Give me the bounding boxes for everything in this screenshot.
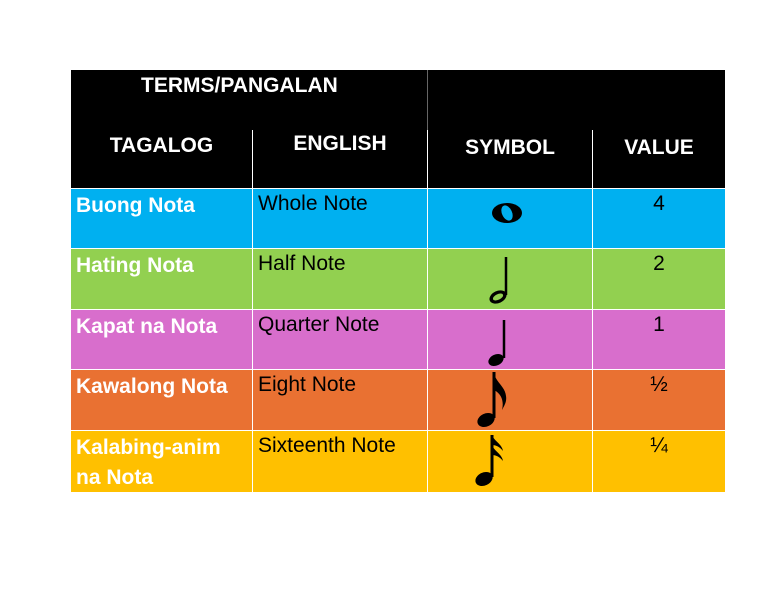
note-values-table [71, 70, 725, 492]
table-header [71, 70, 725, 188]
value-cell: 2 [592, 249, 725, 309]
whole-note-icon [490, 201, 524, 225]
value-cell: ¼ [592, 431, 725, 492]
english-cell: Eight Note [252, 370, 427, 430]
tagalog-cell: Kalabing-anim na Nota [76, 436, 221, 489]
english-cell: Whole Note [252, 189, 427, 248]
column-header-symbol: SYMBOL [465, 136, 555, 159]
english-cell: Half Note [252, 249, 427, 309]
table-row [71, 309, 725, 369]
symbol-cell [427, 189, 592, 248]
column-header-english: ENGLISH [293, 132, 387, 155]
english-cell: Sixteenth Note [252, 431, 427, 492]
eighth-note-icon [474, 370, 514, 430]
quarter-note-icon [486, 318, 516, 368]
sixteenth-note-icon [472, 433, 512, 489]
symbol-cell [427, 431, 592, 492]
table-row [71, 369, 725, 430]
column-header-tagalog: TAGALOG [109, 134, 214, 157]
table-row [71, 430, 725, 492]
tagalog-cell: Kawalong Nota [76, 375, 228, 398]
value-cell: ½ [592, 370, 725, 430]
tagalog-cell: Hating Nota [76, 254, 194, 277]
value-cell: 1 [592, 310, 725, 369]
half-note-icon [486, 255, 516, 305]
value-cell: 4 [592, 189, 725, 248]
header-divider [427, 70, 428, 130]
column-header-value: VALUE [624, 136, 694, 159]
table-row [71, 188, 725, 248]
header-title: TERMS/PANGALAN [141, 74, 338, 97]
symbol-cell [427, 310, 592, 369]
table-row [71, 248, 725, 309]
symbol-cell [427, 249, 592, 309]
english-cell: Quarter Note [252, 310, 427, 369]
tagalog-cell: Buong Nota [76, 194, 195, 217]
symbol-cell [427, 370, 592, 430]
tagalog-cell: Kapat na Nota [76, 315, 218, 338]
